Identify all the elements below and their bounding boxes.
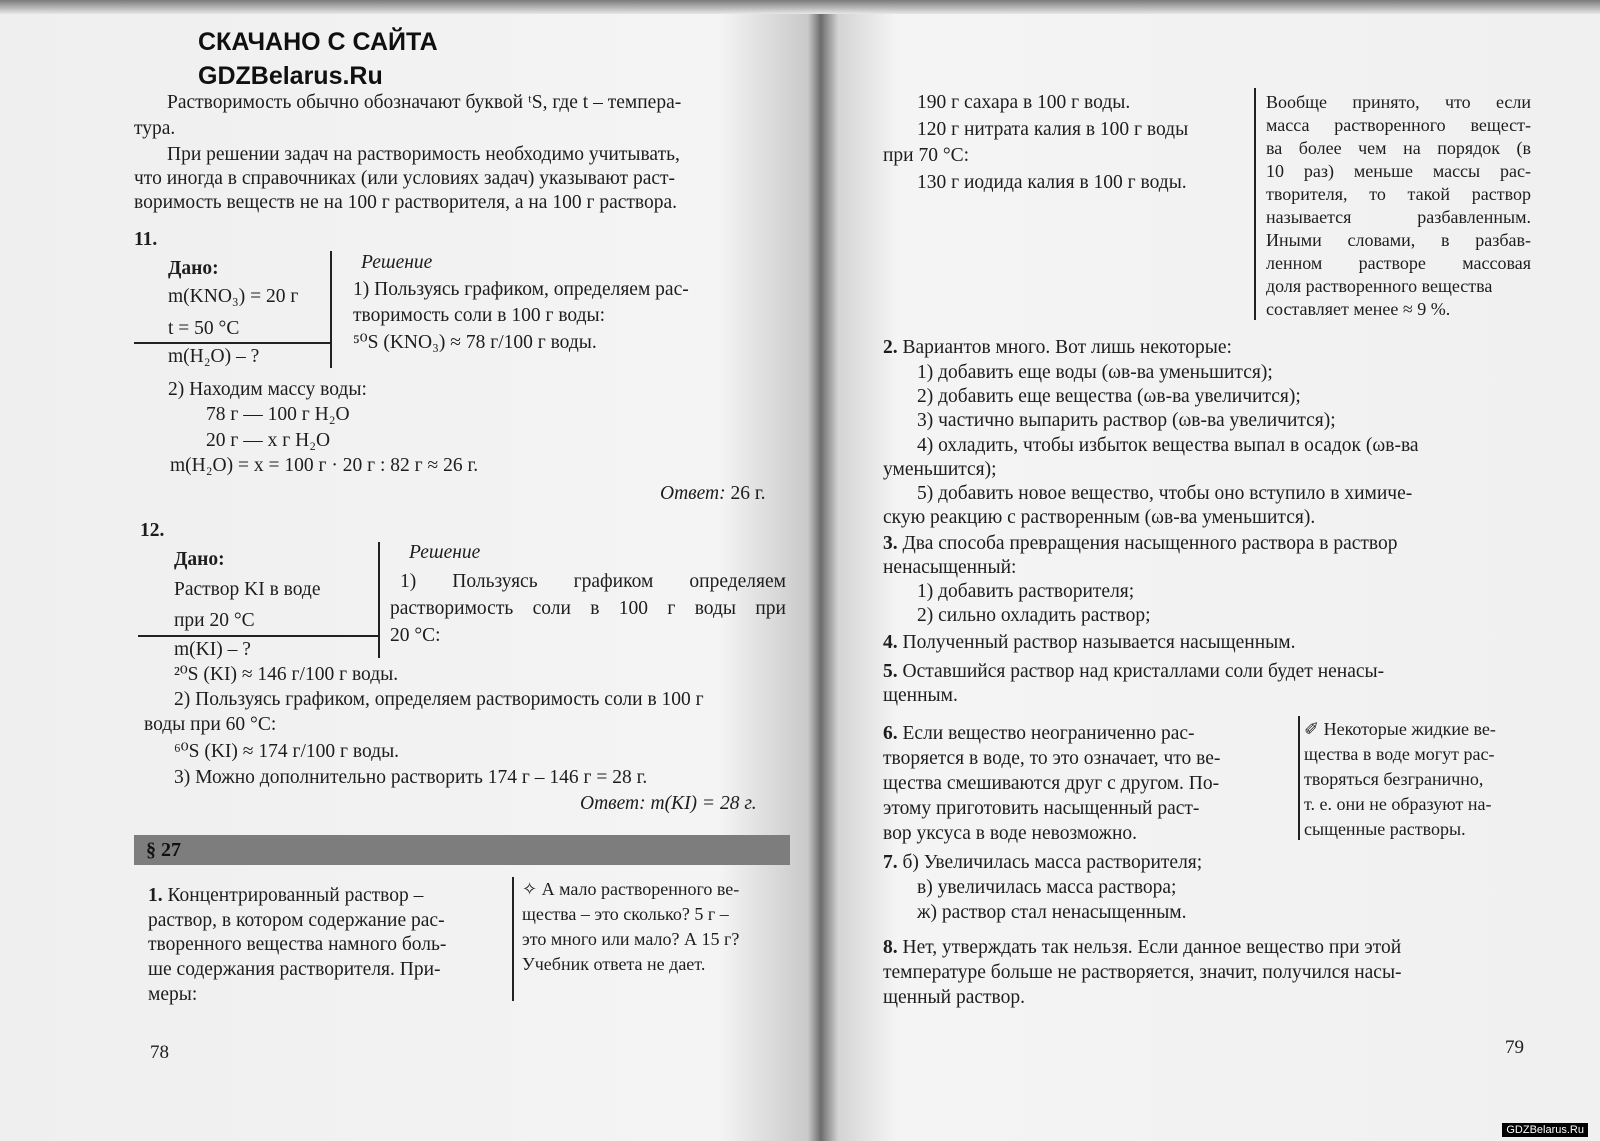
- p11-given-temp: t = 50 °C: [168, 318, 240, 339]
- q6-line2: творяется в воде, то это означает, что ве-: [883, 748, 1221, 769]
- q1-line2: раствор, в котором содержание рас-: [148, 910, 445, 931]
- side-note-line: [1254, 88, 1256, 320]
- side-note-line9: доля растворенного вещества: [1266, 276, 1493, 296]
- q6-note-line5: сыщенные растворы.: [1304, 819, 1466, 839]
- p12-answer-value: m(KI) = 28 г.: [650, 793, 757, 814]
- p12-find: m(KI) – ?: [174, 639, 251, 660]
- q3-item1: 1) добавить растворителя;: [917, 581, 1135, 602]
- q6-note-line: [1298, 716, 1300, 840]
- q8-line2: температуре больше не растворяется, значит, получился насы-: [883, 962, 1402, 983]
- q8-line3: щенный раствор.: [883, 987, 1025, 1008]
- p11-given-mass: m(KNO₃) = 20 г: [168, 286, 299, 307]
- q7-item1: б) Увеличилась масса растворителя;: [902, 852, 1203, 873]
- p11-calc1: 78 г — 100 г H₂O: [206, 404, 350, 425]
- side-note-line7: Иными словами, в разбав-: [1266, 230, 1531, 250]
- q5-line1: [883, 662, 1384, 682]
- p11-given-title: Дано:: [168, 258, 219, 279]
- q2-item3: 3) частично выпарить раствор (ωв-ва увеличится);: [917, 410, 1336, 431]
- p12-given-title: Дано:: [174, 549, 225, 570]
- section-header: [134, 835, 790, 865]
- intro2-line3: воримость веществ не на 100 г растворителя, а на 100 г раствора.: [134, 192, 678, 213]
- p12-solution-title: Решение: [409, 542, 481, 563]
- q6-number: 6.: [883, 723, 898, 744]
- p11-calc2: 20 г — x г H₂O: [206, 430, 331, 451]
- q6-line1: [883, 724, 1195, 744]
- q2-item4-line1: 4) охладить, чтобы избыток вещества выпал в осадок (ωв-ва: [917, 435, 1419, 456]
- q8-line1: [883, 938, 1401, 958]
- example-ki: 130 г иодида калия в 100 г воды.: [917, 172, 1187, 193]
- p12-step2-line2: воды при 60 °C:: [144, 714, 277, 735]
- footer-watermark: GDZBelarus.Ru: [1502, 1123, 1588, 1137]
- side-note-line1: Вообще принято, что если: [1266, 92, 1531, 112]
- p11-solution-title: Решение: [361, 252, 433, 273]
- q1-note-line1: ✧ А мало растворенного ве-: [522, 879, 740, 899]
- q2-item5-line1: 5) добавить новое вещество, чтобы оно вступило в химиче-: [917, 483, 1413, 504]
- q6-note-line4: т. е. они не образуют на-: [1304, 794, 1492, 814]
- q4-number: 4.: [883, 632, 898, 653]
- q3-line2: ненасыщенный:: [883, 557, 1017, 578]
- p12-answer: [580, 794, 757, 814]
- page-number-left: 78: [150, 1042, 169, 1063]
- q4-line: [883, 633, 1295, 653]
- p12-step1-line2: растворимость соли в 100 г воды при: [390, 598, 786, 619]
- q7-item3: ж) раствор стал ненасыщенным.: [917, 902, 1187, 923]
- p12-step1-line3: 20 °C:: [390, 625, 441, 646]
- side-note-line5: творителя, то такой раствор: [1266, 184, 1531, 204]
- intro2-line2: что иногда в справочниках (или условиях задач) указывают раст-: [134, 168, 676, 189]
- page-number-right: 79: [1505, 1037, 1524, 1058]
- q3-number: 3.: [883, 533, 898, 554]
- p11-answer: [660, 484, 766, 504]
- p12-step3: 3) Можно дополнительно растворить 174 г – 146 г = 28 г.: [174, 767, 648, 788]
- section-title: § 27: [146, 839, 181, 861]
- q6-line3: щества смешиваются друг с другом. По-: [883, 773, 1220, 794]
- side-note-line2: масса растворенного вещест-: [1266, 115, 1531, 135]
- q1-note-line4: Учебник ответа не дает.: [522, 954, 706, 974]
- p12-answer-label: Ответ:: [580, 793, 646, 814]
- q6-note-line3: творяться безгранично,: [1304, 769, 1484, 789]
- q2-line: [883, 338, 1232, 358]
- page-top-edge: [0, 0, 1600, 14]
- q1-note-line3: это много или мало? А 15 г?: [522, 929, 740, 949]
- p12-given-1: Раствор KI в воде: [174, 579, 321, 600]
- q7-item2: в) увеличилась масса раствора;: [917, 877, 1177, 898]
- q3-line1: [883, 534, 1398, 554]
- q2-item5-line2: скую реакцию с растворенным (ωв-ва уменьшится).: [883, 507, 1316, 528]
- p11-step1-line2: творимость соли в 100 г воды:: [353, 305, 606, 326]
- intro-line2: тура.: [134, 118, 176, 139]
- p11-step1-line3: ⁵⁰S (KNO₃) ≈ 78 г/100 г воды.: [353, 332, 597, 353]
- watermark-line1: СКАЧАНО С САЙТА: [198, 28, 438, 56]
- example-sugar: 190 г сахара в 100 г воды.: [917, 92, 1131, 113]
- q1-line3: творенного вещества намного боль-: [148, 934, 447, 955]
- p11-step2: 2) Находим массу воды:: [168, 379, 367, 400]
- side-note-line8: ленном растворе массовая: [1266, 253, 1531, 273]
- q6-line4: этому приготовить насыщенный раст-: [883, 798, 1200, 819]
- p11-calc3: m(H₂O) = x = 100 г · 20 г : 82 г ≈ 26 г.: [170, 455, 479, 476]
- problem-12-number: 12.: [140, 520, 165, 541]
- p12-divider: [138, 635, 378, 637]
- q5-line2: щенным.: [883, 685, 958, 706]
- p12-result2: ⁶⁰S (KI) ≈ 174 г/100 г воды.: [174, 741, 400, 762]
- p12-vertical-line: [378, 542, 380, 658]
- q2-item1: 1) добавить еще воды (ωв-ва уменьшится);: [917, 362, 1273, 383]
- q5-text1: Оставшийся раствор над кристаллами соли будет ненасы-: [902, 661, 1385, 682]
- q2-item2: 2) добавить еще вещества (ωв-ва увеличится);: [917, 386, 1301, 407]
- q3-item2: 2) сильно охладить раствор;: [917, 605, 1151, 626]
- q1-line1: [148, 886, 423, 906]
- problem-11-number: 11.: [134, 229, 158, 250]
- side-note-line4: 10 раз) меньше массы рас-: [1266, 161, 1531, 181]
- p11-find: m(H₂O) – ?: [168, 346, 260, 367]
- p12-step1-line1: 1) Пользуясь графиком определяем: [400, 571, 786, 592]
- q6-note-line1: ✐ Некоторые жидкие ве-: [1304, 719, 1496, 739]
- side-note-line3: ва более чем на порядок (в: [1266, 138, 1531, 158]
- example-kno3-line2: при 70 °C:: [883, 145, 970, 166]
- q4-text: Полученный раствор называется насыщенным.: [902, 632, 1296, 653]
- intro-line1: Растворимость обычно обозначают буквой ᵗS, где t – темпера-: [167, 92, 682, 113]
- p11-answer-value: 26 г.: [730, 483, 766, 504]
- side-note-line10: составляет менее ≈ 9 %.: [1266, 299, 1451, 319]
- example-kno3-line1: 120 г нитрата калия в 100 г воды: [917, 119, 1189, 140]
- side-note-line6: называется разбавленным.: [1266, 207, 1531, 227]
- p12-step2-line1: 2) Пользуясь графиком, определяем растворимость соли в 100 г: [174, 689, 704, 710]
- q1-note-line: [512, 877, 514, 1001]
- q8-number: 8.: [883, 937, 898, 958]
- p12-result1: ²⁰S (KI) ≈ 146 г/100 г воды.: [174, 664, 399, 685]
- watermark-line2: GDZBelarus.Ru: [198, 62, 383, 90]
- q2-number: 2.: [883, 337, 898, 358]
- q1-text1: Концентрированный раствор –: [167, 885, 424, 906]
- q1-line4: ше содержания растворителя. При-: [148, 959, 441, 980]
- p12-given-2: при 20 °C: [174, 610, 255, 631]
- q1-note-line2: щества – это сколько? 5 г –: [522, 904, 729, 924]
- p11-answer-label: Ответ:: [660, 483, 726, 504]
- q2-text: Вариантов много. Вот лишь некоторые:: [902, 337, 1232, 358]
- q2-item4-line2: уменьшится);: [883, 459, 997, 480]
- p11-step1-line1: 1) Пользуясь графиком, определяем рас-: [353, 279, 689, 300]
- q1-number: 1.: [148, 885, 163, 906]
- q6-note-line2: щества в воде могут рас-: [1304, 744, 1495, 764]
- q6-line5: вор уксуса в воде невозможно.: [883, 823, 1138, 844]
- q7-number: 7.: [883, 852, 898, 873]
- q5-number: 5.: [883, 661, 898, 682]
- q6-text1: Если вещество неограниченно рас-: [902, 723, 1195, 744]
- q1-line5: меры:: [148, 984, 198, 1005]
- p11-divider: [134, 342, 330, 344]
- q8-text1: Нет, утверждать так нельзя. Если данное вещество при этой: [902, 937, 1402, 958]
- q3-text1: Два способа превращения насыщенного раствора в раствор: [902, 533, 1398, 554]
- p11-vertical-line: [330, 251, 332, 368]
- q7-line1: [883, 853, 1202, 873]
- intro2-line1: При решении задач на растворимость необходимо учитывать,: [167, 144, 680, 165]
